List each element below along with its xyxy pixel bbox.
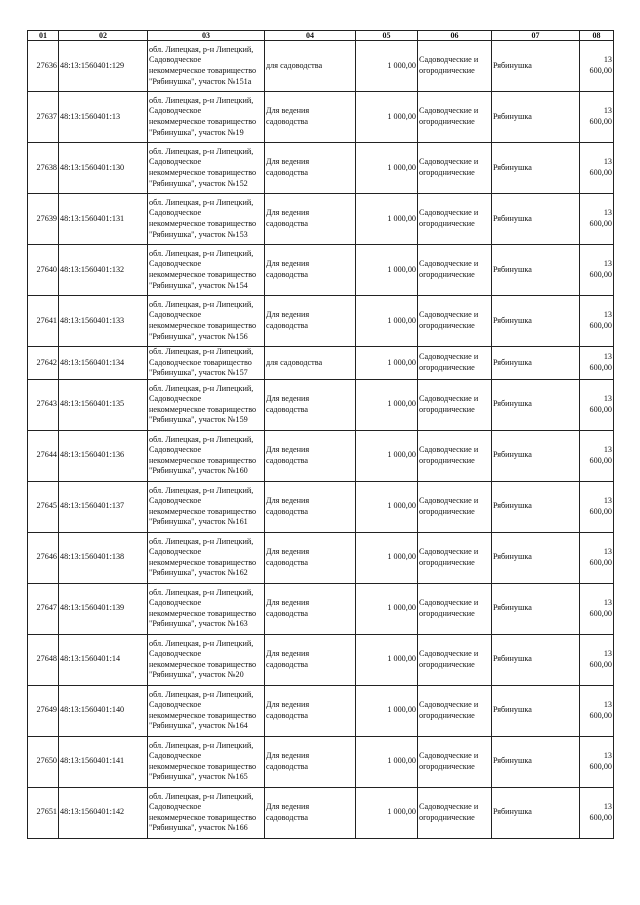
permitted-use: Для ведения садоводства xyxy=(265,634,356,685)
land-category: Садоводческие и огороднические xyxy=(418,736,492,787)
cadastral-value: 13 600,00 xyxy=(580,430,614,481)
col-header-05: 05 xyxy=(356,31,418,41)
land-category: Садоводческие и огороднические xyxy=(418,379,492,430)
cadastral-number: 48:13:1560401:13 xyxy=(59,92,148,143)
cadastral-value: 13 600,00 xyxy=(580,481,614,532)
cadastral-number: 48:13:1560401:132 xyxy=(59,245,148,296)
partnership-name: Рябинушка xyxy=(492,634,580,685)
table-row xyxy=(28,685,614,736)
row-number: 27648 xyxy=(28,634,59,685)
permitted-use: Для ведения садоводства xyxy=(265,194,356,245)
table-row xyxy=(28,194,614,245)
cadastral-number: 48:13:1560401:139 xyxy=(59,583,148,634)
address: обл. Липецкая, р-н Липецкий, Садоводческое некоммерческое товарищество "Рябинушка", участок №19 xyxy=(148,92,265,143)
permitted-use: Для ведения садоводства xyxy=(265,583,356,634)
cadastral-value: 13 600,00 xyxy=(580,245,614,296)
cadastral-number: 48:13:1560401:141 xyxy=(59,736,148,787)
table-row xyxy=(28,347,614,380)
land-category: Садоводческие и огороднические xyxy=(418,685,492,736)
row-number: 27646 xyxy=(28,532,59,583)
land-category: Садоводческие и огороднические xyxy=(418,532,492,583)
table-row xyxy=(28,430,614,481)
address: обл. Липецкая, р-н Липецкий, Садоводческое некоммерческое товарищество "Рябинушка", участок №159 xyxy=(148,379,265,430)
partnership-name: Рябинушка xyxy=(492,194,580,245)
address: обл. Липецкая, р-н Липецкий, Садоводческое некоммерческое товарищество "Рябинушка", участок №152 xyxy=(148,143,265,194)
table-row xyxy=(28,736,614,787)
partnership-name: Рябинушка xyxy=(492,296,580,347)
area: 1 000,00 xyxy=(356,92,418,143)
table-row xyxy=(28,245,614,296)
table-row xyxy=(28,143,614,194)
area: 1 000,00 xyxy=(356,685,418,736)
cadastral-number: 48:13:1560401:134 xyxy=(59,347,148,380)
partnership-name: Рябинушка xyxy=(492,245,580,296)
permitted-use: Для ведения садоводства xyxy=(265,296,356,347)
area: 1 000,00 xyxy=(356,194,418,245)
address: обл. Липецкая, р-н Липецкий, Садоводческое некоммерческое товарищество "Рябинушка", участок №153 xyxy=(148,194,265,245)
row-number: 27636 xyxy=(28,41,59,92)
cadastral-value: 13 600,00 xyxy=(580,532,614,583)
land-category: Садоводческие и огороднические xyxy=(418,583,492,634)
table-row xyxy=(28,379,614,430)
permitted-use: Для ведения садоводства xyxy=(265,92,356,143)
table-row xyxy=(28,481,614,532)
cadastral-number: 48:13:1560401:131 xyxy=(59,194,148,245)
land-category: Садоводческие и огороднические xyxy=(418,634,492,685)
row-number: 27647 xyxy=(28,583,59,634)
cadastral-number: 48:13:1560401:140 xyxy=(59,685,148,736)
col-header-02: 02 xyxy=(59,31,148,41)
partnership-name: Рябинушка xyxy=(492,583,580,634)
address: обл. Липецкая, р-н Липецкий, Садоводческое товарищество "Рябинушка", участок №157 xyxy=(148,347,265,380)
table-row xyxy=(28,296,614,347)
land-category: Садоводческие и огороднические xyxy=(418,41,492,92)
partnership-name: Рябинушка xyxy=(492,481,580,532)
permitted-use: Для ведения садоводства xyxy=(265,481,356,532)
address: обл. Липецкая, р-н Липецкий, Садоводческое некоммерческое товарищество "Рябинушка", участок №154 xyxy=(148,245,265,296)
land-category: Садоводческие и огороднические xyxy=(418,787,492,838)
permitted-use: Для ведения садоводства xyxy=(265,685,356,736)
address: обл. Липецкая, р-н Липецкий, Садоводческое некоммерческое товарищество "Рябинушка", участок №164 xyxy=(148,685,265,736)
table-row xyxy=(28,41,614,92)
row-number: 27643 xyxy=(28,379,59,430)
partnership-name: Рябинушка xyxy=(492,41,580,92)
area: 1 000,00 xyxy=(356,296,418,347)
address: обл. Липецкая, р-н Липецкий, Садоводческое некоммерческое товарищество "Рябинушка", участок №156 xyxy=(148,296,265,347)
land-category: Садоводческие и огороднические xyxy=(418,481,492,532)
area: 1 000,00 xyxy=(356,532,418,583)
permitted-use: для садоводства xyxy=(265,41,356,92)
area: 1 000,00 xyxy=(356,787,418,838)
table-row xyxy=(28,787,614,838)
table-row xyxy=(28,92,614,143)
row-number: 27644 xyxy=(28,430,59,481)
col-header-08: 08 xyxy=(580,31,614,41)
header-row xyxy=(28,31,614,41)
cadastral-number: 48:13:1560401:142 xyxy=(59,787,148,838)
permitted-use: для садоводства xyxy=(265,347,356,380)
cadastral-number: 48:13:1560401:135 xyxy=(59,379,148,430)
partnership-name: Рябинушка xyxy=(492,430,580,481)
area: 1 000,00 xyxy=(356,41,418,92)
permitted-use: Для ведения садоводства xyxy=(265,379,356,430)
land-category: Садоводческие и огороднические xyxy=(418,194,492,245)
address: обл. Липецкая, р-н Липецкий, Садоводческое некоммерческое товарищество "Рябинушка", участок №163 xyxy=(148,583,265,634)
address: обл. Липецкая, р-н Липецкий, Садоводческое некоммерческое товарищество "Рябинушка", участок №151а xyxy=(148,41,265,92)
cadastral-value: 13 600,00 xyxy=(580,296,614,347)
area: 1 000,00 xyxy=(356,736,418,787)
cadastral-value: 13 600,00 xyxy=(580,736,614,787)
cadastral-number: 48:13:1560401:133 xyxy=(59,296,148,347)
area: 1 000,00 xyxy=(356,634,418,685)
area: 1 000,00 xyxy=(356,430,418,481)
row-number: 27640 xyxy=(28,245,59,296)
cadastral-value: 13 600,00 xyxy=(580,194,614,245)
cadastral-number: 48:13:1560401:130 xyxy=(59,143,148,194)
cadastral-value: 13 600,00 xyxy=(580,583,614,634)
land-category: Садоводческие и огороднические xyxy=(418,143,492,194)
row-number: 27641 xyxy=(28,296,59,347)
partnership-name: Рябинушка xyxy=(492,143,580,194)
permitted-use: Для ведения садоводства xyxy=(265,736,356,787)
address: обл. Липецкая, р-н Липецкий, Садоводческое некоммерческое товарищество "Рябинушка", участок №162 xyxy=(148,532,265,583)
address: обл. Липецкая, р-н Липецкий, Садоводческое некоммерческое товарищество "Рябинушка", участок №161 xyxy=(148,481,265,532)
permitted-use: Для ведения садоводства xyxy=(265,245,356,296)
address: обл. Липецкая, р-н Липецкий, Садоводческое некоммерческое товарищество "Рябинушка", участок №166 xyxy=(148,787,265,838)
cadastral-number: 48:13:1560401:136 xyxy=(59,430,148,481)
land-category: Садоводческие и огороднические xyxy=(418,296,492,347)
cadastral-value: 13 600,00 xyxy=(580,787,614,838)
row-number: 27651 xyxy=(28,787,59,838)
partnership-name: Рябинушка xyxy=(492,532,580,583)
area: 1 000,00 xyxy=(356,245,418,296)
cadastral-value: 13 600,00 xyxy=(580,685,614,736)
permitted-use: Для ведения садоводства xyxy=(265,143,356,194)
land-register-table xyxy=(27,30,614,839)
address: обл. Липецкая, р-н Липецкий, Садоводческое некоммерческое товарищество "Рябинушка", участок №20 xyxy=(148,634,265,685)
cadastral-value: 13 600,00 xyxy=(580,634,614,685)
table-row xyxy=(28,634,614,685)
area: 1 000,00 xyxy=(356,379,418,430)
permitted-use: Для ведения садоводства xyxy=(265,787,356,838)
cadastral-value: 13 600,00 xyxy=(580,41,614,92)
row-number: 27639 xyxy=(28,194,59,245)
col-header-06: 06 xyxy=(418,31,492,41)
row-number: 27645 xyxy=(28,481,59,532)
cadastral-value: 13 600,00 xyxy=(580,92,614,143)
cadastral-value: 13 600,00 xyxy=(580,347,614,380)
partnership-name: Рябинушка xyxy=(492,92,580,143)
land-category: Садоводческие и огороднические xyxy=(418,347,492,380)
table-row xyxy=(28,583,614,634)
table-row xyxy=(28,532,614,583)
row-number: 27637 xyxy=(28,92,59,143)
row-number: 27649 xyxy=(28,685,59,736)
area: 1 000,00 xyxy=(356,583,418,634)
cadastral-value: 13 600,00 xyxy=(580,379,614,430)
row-number: 27638 xyxy=(28,143,59,194)
cadastral-number: 48:13:1560401:138 xyxy=(59,532,148,583)
partnership-name: Рябинушка xyxy=(492,379,580,430)
col-header-07: 07 xyxy=(492,31,580,41)
permitted-use: Для ведения садоводства xyxy=(265,532,356,583)
land-category: Садоводческие и огороднические xyxy=(418,430,492,481)
cadastral-value: 13 600,00 xyxy=(580,143,614,194)
address: обл. Липецкая, р-н Липецкий, Садоводческое некоммерческое товарищество "Рябинушка", участок №160 xyxy=(148,430,265,481)
partnership-name: Рябинушка xyxy=(492,347,580,380)
area: 1 000,00 xyxy=(356,481,418,532)
cadastral-number: 48:13:1560401:129 xyxy=(59,41,148,92)
partnership-name: Рябинушка xyxy=(492,685,580,736)
col-header-01: 01 xyxy=(28,31,59,41)
row-number: 27650 xyxy=(28,736,59,787)
land-category: Садоводческие и огороднические xyxy=(418,245,492,296)
area: 1 000,00 xyxy=(356,143,418,194)
address: обл. Липецкая, р-н Липецкий, Садоводческое некоммерческое товарищество "Рябинушка", участок №165 xyxy=(148,736,265,787)
col-header-04: 04 xyxy=(265,31,356,41)
partnership-name: Рябинушка xyxy=(492,736,580,787)
permitted-use: Для ведения садоводства xyxy=(265,430,356,481)
area: 1 000,00 xyxy=(356,347,418,380)
cadastral-number: 48:13:1560401:14 xyxy=(59,634,148,685)
land-category: Садоводческие и огороднические xyxy=(418,92,492,143)
col-header-03: 03 xyxy=(148,31,265,41)
row-number: 27642 xyxy=(28,347,59,380)
partnership-name: Рябинушка xyxy=(492,787,580,838)
cadastral-number: 48:13:1560401:137 xyxy=(59,481,148,532)
